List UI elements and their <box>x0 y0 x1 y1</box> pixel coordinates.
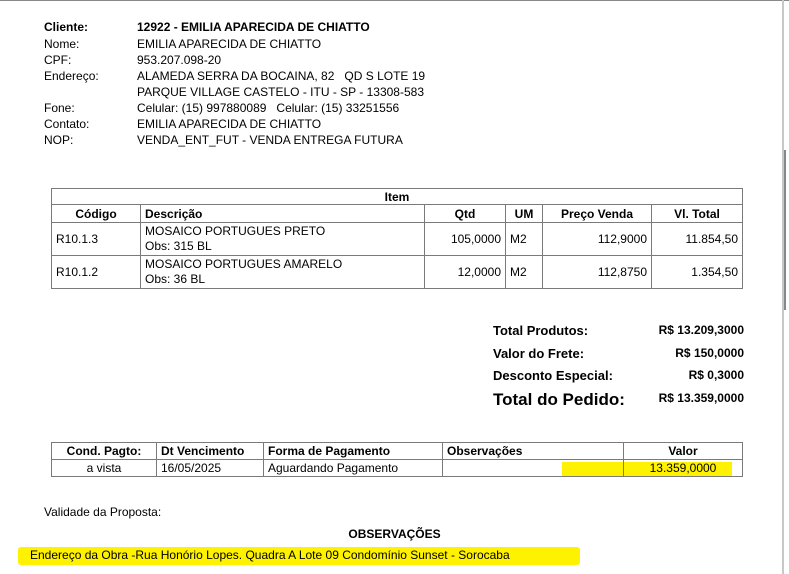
cell-um: M2 <box>506 223 543 256</box>
label-nop: NOP: <box>44 133 74 147</box>
cell-total: 11.854,50 <box>652 223 743 256</box>
item-description: MOSAICO PORTUGUES AMARELO <box>145 257 343 271</box>
cell-codigo: R10.1.3 <box>52 223 141 256</box>
desconto-label: Desconto Especial: <box>493 368 613 383</box>
cliente-value: 12922 - EMILIA APARECIDA DE CHIATTO <box>137 20 370 34</box>
cell-observacoes <box>443 460 624 477</box>
col-valor: Valor <box>624 443 743 460</box>
cell-forma-pagamento: Aguardando Pagamento <box>264 460 443 477</box>
col-cond-pagto: Cond. Pagto: <box>52 443 157 460</box>
table-row <box>52 460 743 477</box>
total-pedido-value: R$ 13.359,0000 <box>658 391 744 405</box>
item-description: MOSAICO PORTUGUES PRETO <box>145 224 326 238</box>
contato-value: EMILIA APARECIDA DE CHIATTO <box>137 117 322 131</box>
label-cliente: Cliente: <box>44 20 89 34</box>
col-qtd: Qtd <box>425 205 506 223</box>
cell-preco: 112,8750 <box>543 256 652 289</box>
validade-label: Validade da Proposta: <box>44 505 162 519</box>
frete-value: R$ 150,0000 <box>675 346 744 360</box>
col-descricao: Descrição <box>141 205 425 223</box>
nome-value: EMILIA APARECIDA DE CHIATTO <box>137 37 322 51</box>
table-row <box>52 223 743 256</box>
col-um: UM <box>506 205 543 223</box>
table-row <box>52 256 743 289</box>
items-caption: Item <box>52 189 743 205</box>
label-cpf: CPF: <box>44 53 72 67</box>
item-obs: Obs: 315 BL <box>145 239 212 253</box>
scrollbar-track[interactable] <box>784 150 786 310</box>
col-forma-pagamento: Forma de Pagamento <box>264 443 443 460</box>
label-endereco: Endereço: <box>44 69 99 83</box>
label-nome: Nome: <box>44 37 80 51</box>
top-border <box>0 0 789 1</box>
cell-qtd: 12,0000 <box>425 256 506 289</box>
cell-descricao <box>141 223 425 256</box>
nop-value: VENDA_ENT_FUT - VENDA ENTREGA FUTURA <box>137 133 403 147</box>
label-fone: Fone: <box>44 101 75 115</box>
col-codigo: Código <box>52 205 141 223</box>
fone-value: Celular: (15) 997880089 Celular: (15) 33251556 <box>137 101 400 115</box>
observacoes-title: OBSERVAÇÕES <box>348 527 441 541</box>
items-table <box>51 188 743 289</box>
item-obs: Obs: 36 BL <box>145 272 206 286</box>
cpf-value: 953.207.098-20 <box>137 53 222 67</box>
col-observacoes: Observações <box>443 443 624 460</box>
total-produtos-label: Total Produtos: <box>493 323 589 338</box>
total-pedido-label: Total do Pedido: <box>493 390 625 409</box>
col-dt-vencimento: Dt Vencimento <box>157 443 264 460</box>
endereco-line-1: ALAMEDA SERRA DA BOCAINA, 82 QD S LOTE 19 <box>137 69 426 83</box>
desconto-value: R$ 0,3000 <box>688 368 744 382</box>
cell-descricao <box>141 256 425 289</box>
cell-codigo: R10.1.2 <box>52 256 141 289</box>
cell-qtd: 105,0000 <box>425 223 506 256</box>
observacoes-text: Endereço da Obra -Rua Honório Lopes. Quadra A Lote 09 Condomínio Sunset - Sorocaba <box>30 548 510 562</box>
cell-total: 1.354,50 <box>652 256 743 289</box>
cell-preco: 112,9000 <box>543 223 652 256</box>
cell-dt-vencimento: 16/05/2025 <box>157 460 264 477</box>
cell-valor: 13.359,0000 <box>624 460 743 477</box>
col-preco: Preço Venda <box>543 205 652 223</box>
cell-um: M2 <box>506 256 543 289</box>
endereco-line-2: PARQUE VILLAGE CASTELO - ITU - SP - 13308-583 <box>137 85 424 99</box>
cell-cond-pagto: a vista <box>52 460 157 477</box>
col-total: Vl. Total <box>652 205 743 223</box>
frete-label: Valor do Frete: <box>493 346 585 361</box>
label-contato: Contato: <box>44 117 90 131</box>
payment-table <box>51 442 743 477</box>
total-produtos-value: R$ 13.209,3000 <box>658 323 744 337</box>
